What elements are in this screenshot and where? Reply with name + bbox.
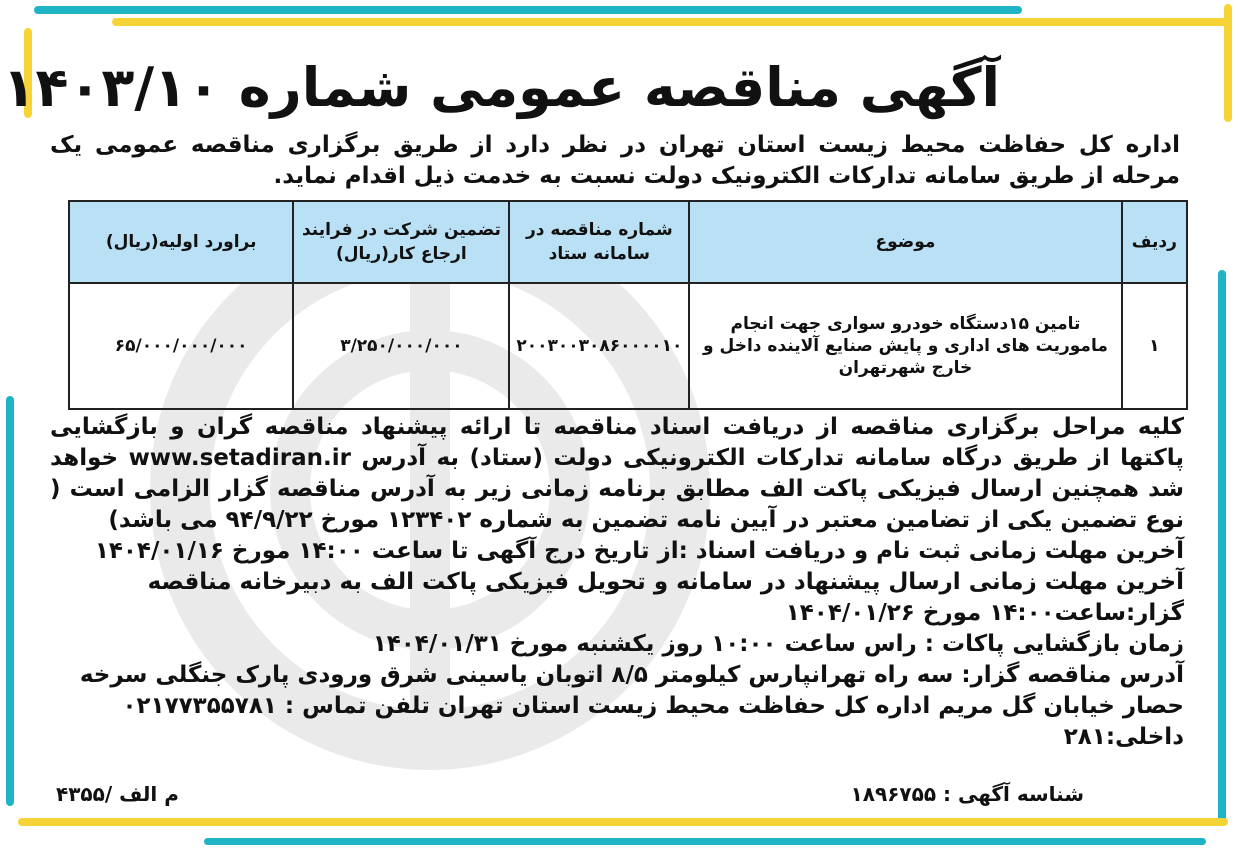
cell-estimate: ۶۵/۰۰۰/۰۰۰/۰۰۰ [69, 283, 293, 409]
frame-right-cyan-bar [1218, 270, 1226, 822]
frame-bottom-cyan-bar [204, 838, 1206, 845]
header-tender-number: شماره مناقصه در سامانه ستاد [509, 201, 689, 283]
frame-right-yellow-bar [1224, 4, 1232, 122]
notice-intro: اداره کل حفاظت محیط زیست استان تهران در نظر دارد از طریق برگزاری مناقصه عمومی یک مرحله از طریق سامانه تدارکات الکترونیک دولت نسبت به خدمت ذیل اقدام نماید. [50, 132, 1180, 189]
cell-subject: تامین ۱۵دستگاه خودرو سواری جهت انجام ماموریت های اداری و پایش صنایع آلاینده داخل و خارج شهرتهران [689, 283, 1122, 409]
table-row [69, 283, 1187, 409]
header-subject: موضوع [689, 201, 1122, 283]
table-header-row [69, 201, 1187, 283]
ad-id: شناسه آگهی : ۱۸۹۶۷۵۵ [850, 782, 1084, 806]
header-row-number: ردیف [1122, 201, 1187, 283]
deadline-docs: آخرین مهلت زمانی ثبت نام و دریافت اسناد :از تاریخ درج آگهی تا ساعت ۱۴:۰۰ مورخ ۱۴۰۴/۰۱/۱۶ [94, 538, 1184, 564]
notice-body [50, 412, 1184, 753]
header-guarantee: تضمین شرکت در فرایند ارجاع کار(ریال) [293, 201, 509, 283]
main-paragraph: کلیه مراحل برگزاری مناقصه از دریافت اسناد مناقصه تا ارائه پیشنهاد مناقصه گران و بازگشایی پاکتها از طریق درگاه سامانه تدارکات الکترونیکی دولت (ستاد) به آدرس www.setadiran.ir خواهد شد همچنین ارسال فیزیکی پاکت الف مطابق برنامه زمانی زیر به آدرس مناقصه گزار الزامی است ( نوع تضمین یکی از تضامین معتبر در آیین نامه تضمین به شماره ۱۲۳۴۰۲ مورخ ۹۴/۹/۲۲ می باشد) [50, 414, 1185, 533]
frame-left-cyan-bar [6, 396, 14, 806]
tenderer-address: آدرس مناقصه گزار: سه راه تهرانپارس کیلومتر ۸/۵ اتوبان یاسینی شرق ورودی پارک جنگلی سرخه حصار خیابان گل مریم اداره کل حفاظت محیط زیست استان تهران تلفن تماس : ۰۲۱۷۷۳۵۵۷۸۱ داخلی:۲۸۱ [79, 662, 1184, 750]
notice-title: آگهی مناقصه عمومی شماره ۱۴۰۳/۱۰ [2, 56, 1000, 119]
frame-bottom-yellow-bar [18, 818, 1228, 826]
deadline-submit: آخرین مهلت زمانی ارسال پیشنهاد در سامانه و تحویل فیزیکی پاکت الف به دبیرخانه مناقصه گزار:ساعت۱۴:۰۰ مورخ ۱۴۰۴/۰۱/۲۶ [147, 569, 1184, 626]
cell-guarantee: ۳/۲۵۰/۰۰۰/۰۰۰ [293, 283, 509, 409]
ad-code: م الف /۴۳۵۵ [56, 782, 179, 806]
header-estimate: براورد اولیه(ریال) [69, 201, 293, 283]
cell-row-number: ۱ [1122, 283, 1187, 409]
tender-table [68, 200, 1188, 410]
frame-top-cyan-bar [34, 6, 1022, 14]
cell-tender-number: ۲۰۰۳۰۰۳۰۸۶۰۰۰۰۱۰ [509, 283, 689, 409]
opening-time: زمان بازگشایی پاکات : راس ساعت ۱۰:۰۰ روز یکشنبه مورخ ۱۴۰۴/۰۱/۳۱ [372, 631, 1184, 657]
frame-top-yellow-bar [112, 18, 1230, 26]
